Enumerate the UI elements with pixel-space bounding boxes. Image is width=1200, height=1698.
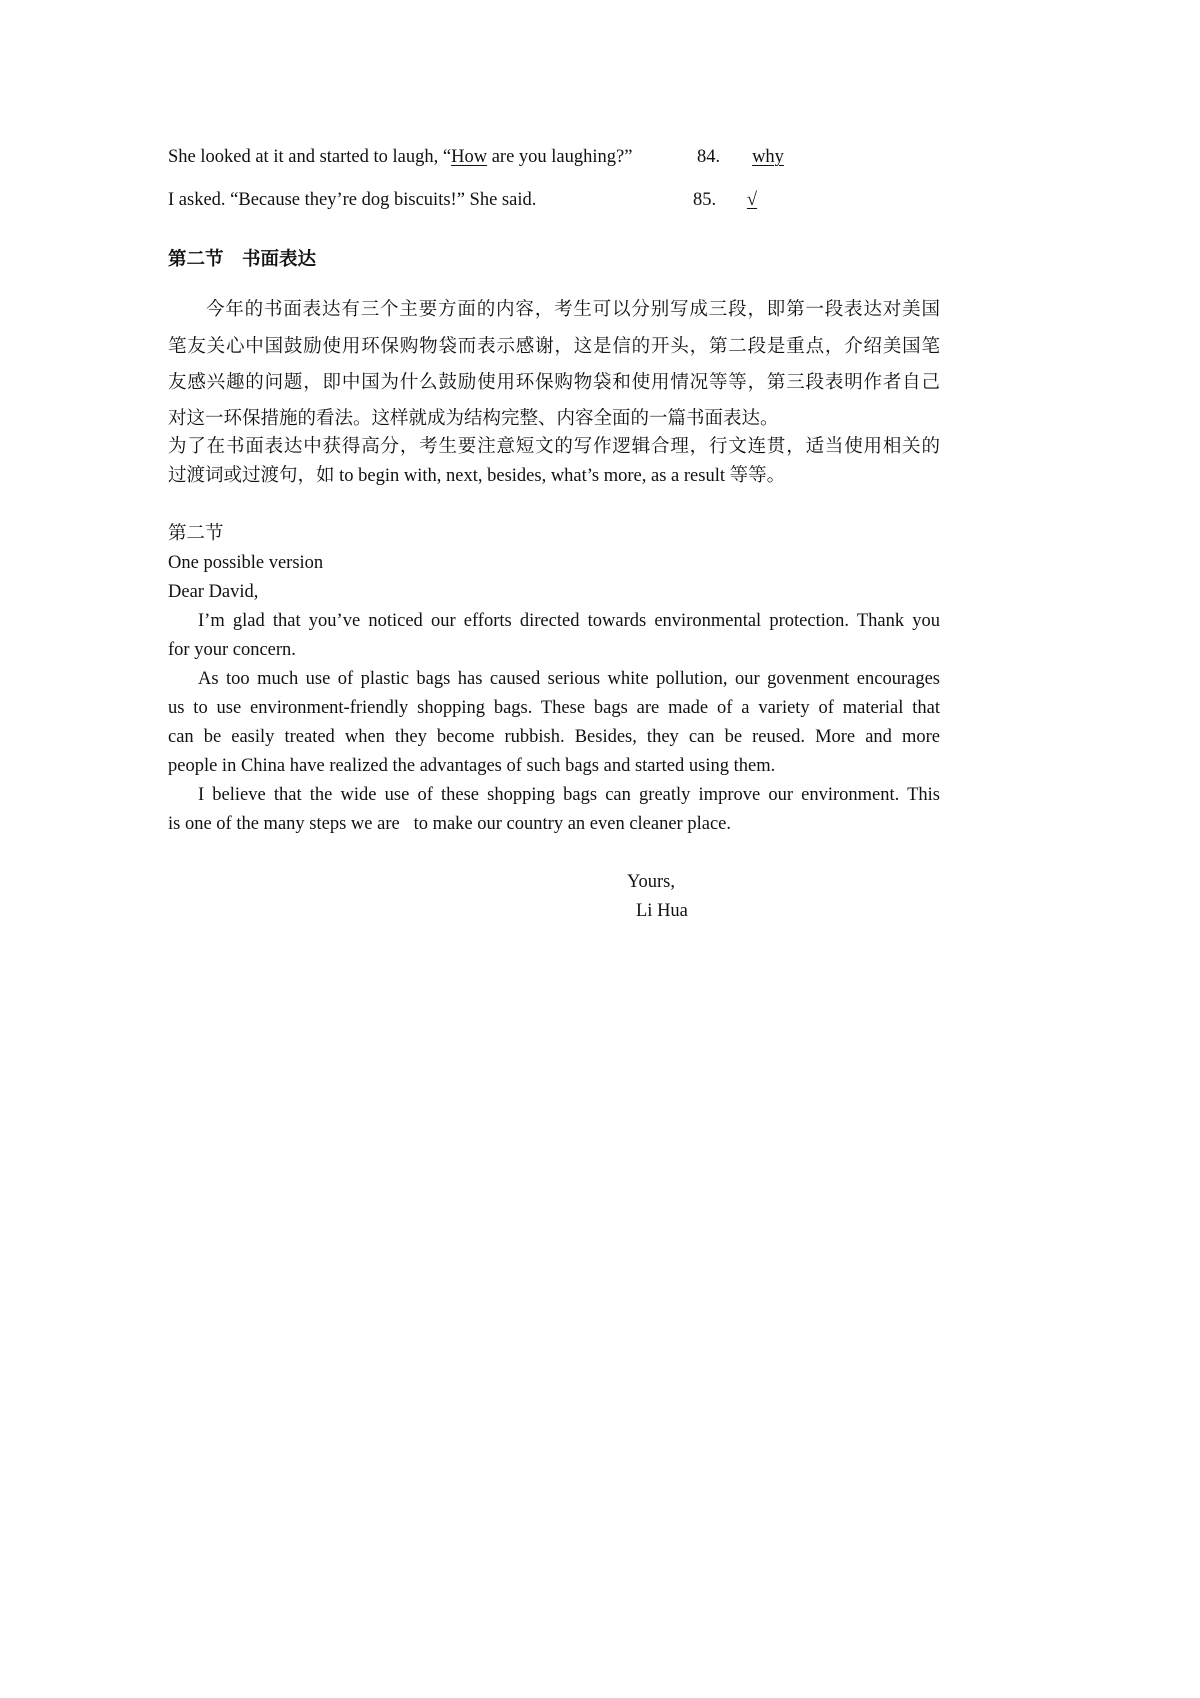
analysis-line: 过渡词或过渡句，如 to begin with, next, besides, what’s more, as a result 等等。 <box>168 466 786 486</box>
letter-line: us to use environment-friendly shopping bags. These bags are made of a variety of material that <box>168 698 940 718</box>
correction-line-84 <box>168 146 632 168</box>
answer-84: why <box>752 147 784 167</box>
sentence-text: are you laughing?” <box>487 147 633 167</box>
correction-line-85 <box>168 189 536 211</box>
marked-word: How <box>451 147 488 167</box>
analysis-line: 对这一环保措施的看法。这样就成为结构完整、内容全面的一篇书面表达。 <box>168 409 779 429</box>
section-heading: 第二节 书面表达 <box>168 250 317 270</box>
answer-85: √ <box>746 190 758 210</box>
letter-line: As too much use of plastic bags has caused serious white pollution, our govenment encourages <box>198 669 940 689</box>
letter-line: I believe that the wide use of these shopping bags can greatly improve our environment. This <box>198 785 940 805</box>
letter-line: people in China have realized the advantages of such bags and started using them. <box>168 756 776 776</box>
sample-title: One possible version <box>168 553 324 573</box>
sentence-text: She looked at it and started to laugh, “ <box>168 147 452 167</box>
salutation: Dear David, <box>168 582 259 602</box>
letter-line: for your concern. <box>168 640 296 660</box>
letter-line: can be easily treated when they become rubbish. Besides, they can be reused. More and more <box>168 727 940 747</box>
letter-line: is one of the many steps we are to make our country an even cleaner place. <box>168 814 731 834</box>
item-number-84: 84. <box>697 147 721 167</box>
letter-line: I’m glad that you’ve noticed our efforts directed towards environmental protection. Thank you <box>198 611 940 631</box>
signature: Li Hua <box>636 901 688 921</box>
sentence-text: I asked. “Because they’re dog biscuits!” She said. <box>168 190 537 210</box>
analysis-line: 笔友关心中国鼓励使用环保购物袋而表示感谢，这是信的开头，第二段是重点，介绍美国笔 <box>168 337 940 357</box>
sample-label: 第二节 <box>168 524 224 544</box>
item-number-85: 85. <box>693 190 717 210</box>
closing: Yours, <box>627 872 675 892</box>
analysis-line: 今年的书面表达有三个主要方面的内容，考生可以分别写成三段，即第一段表达对美国 <box>206 300 940 320</box>
analysis-line: 为了在书面表达中获得高分，考生要注意短文的写作逻辑合理，行文连贯，适当使用相关的 <box>168 437 940 457</box>
analysis-line: 友感兴趣的问题，即中国为什么鼓励使用环保购物袋和使用情况等等，第三段表明作者自己 <box>168 373 940 393</box>
